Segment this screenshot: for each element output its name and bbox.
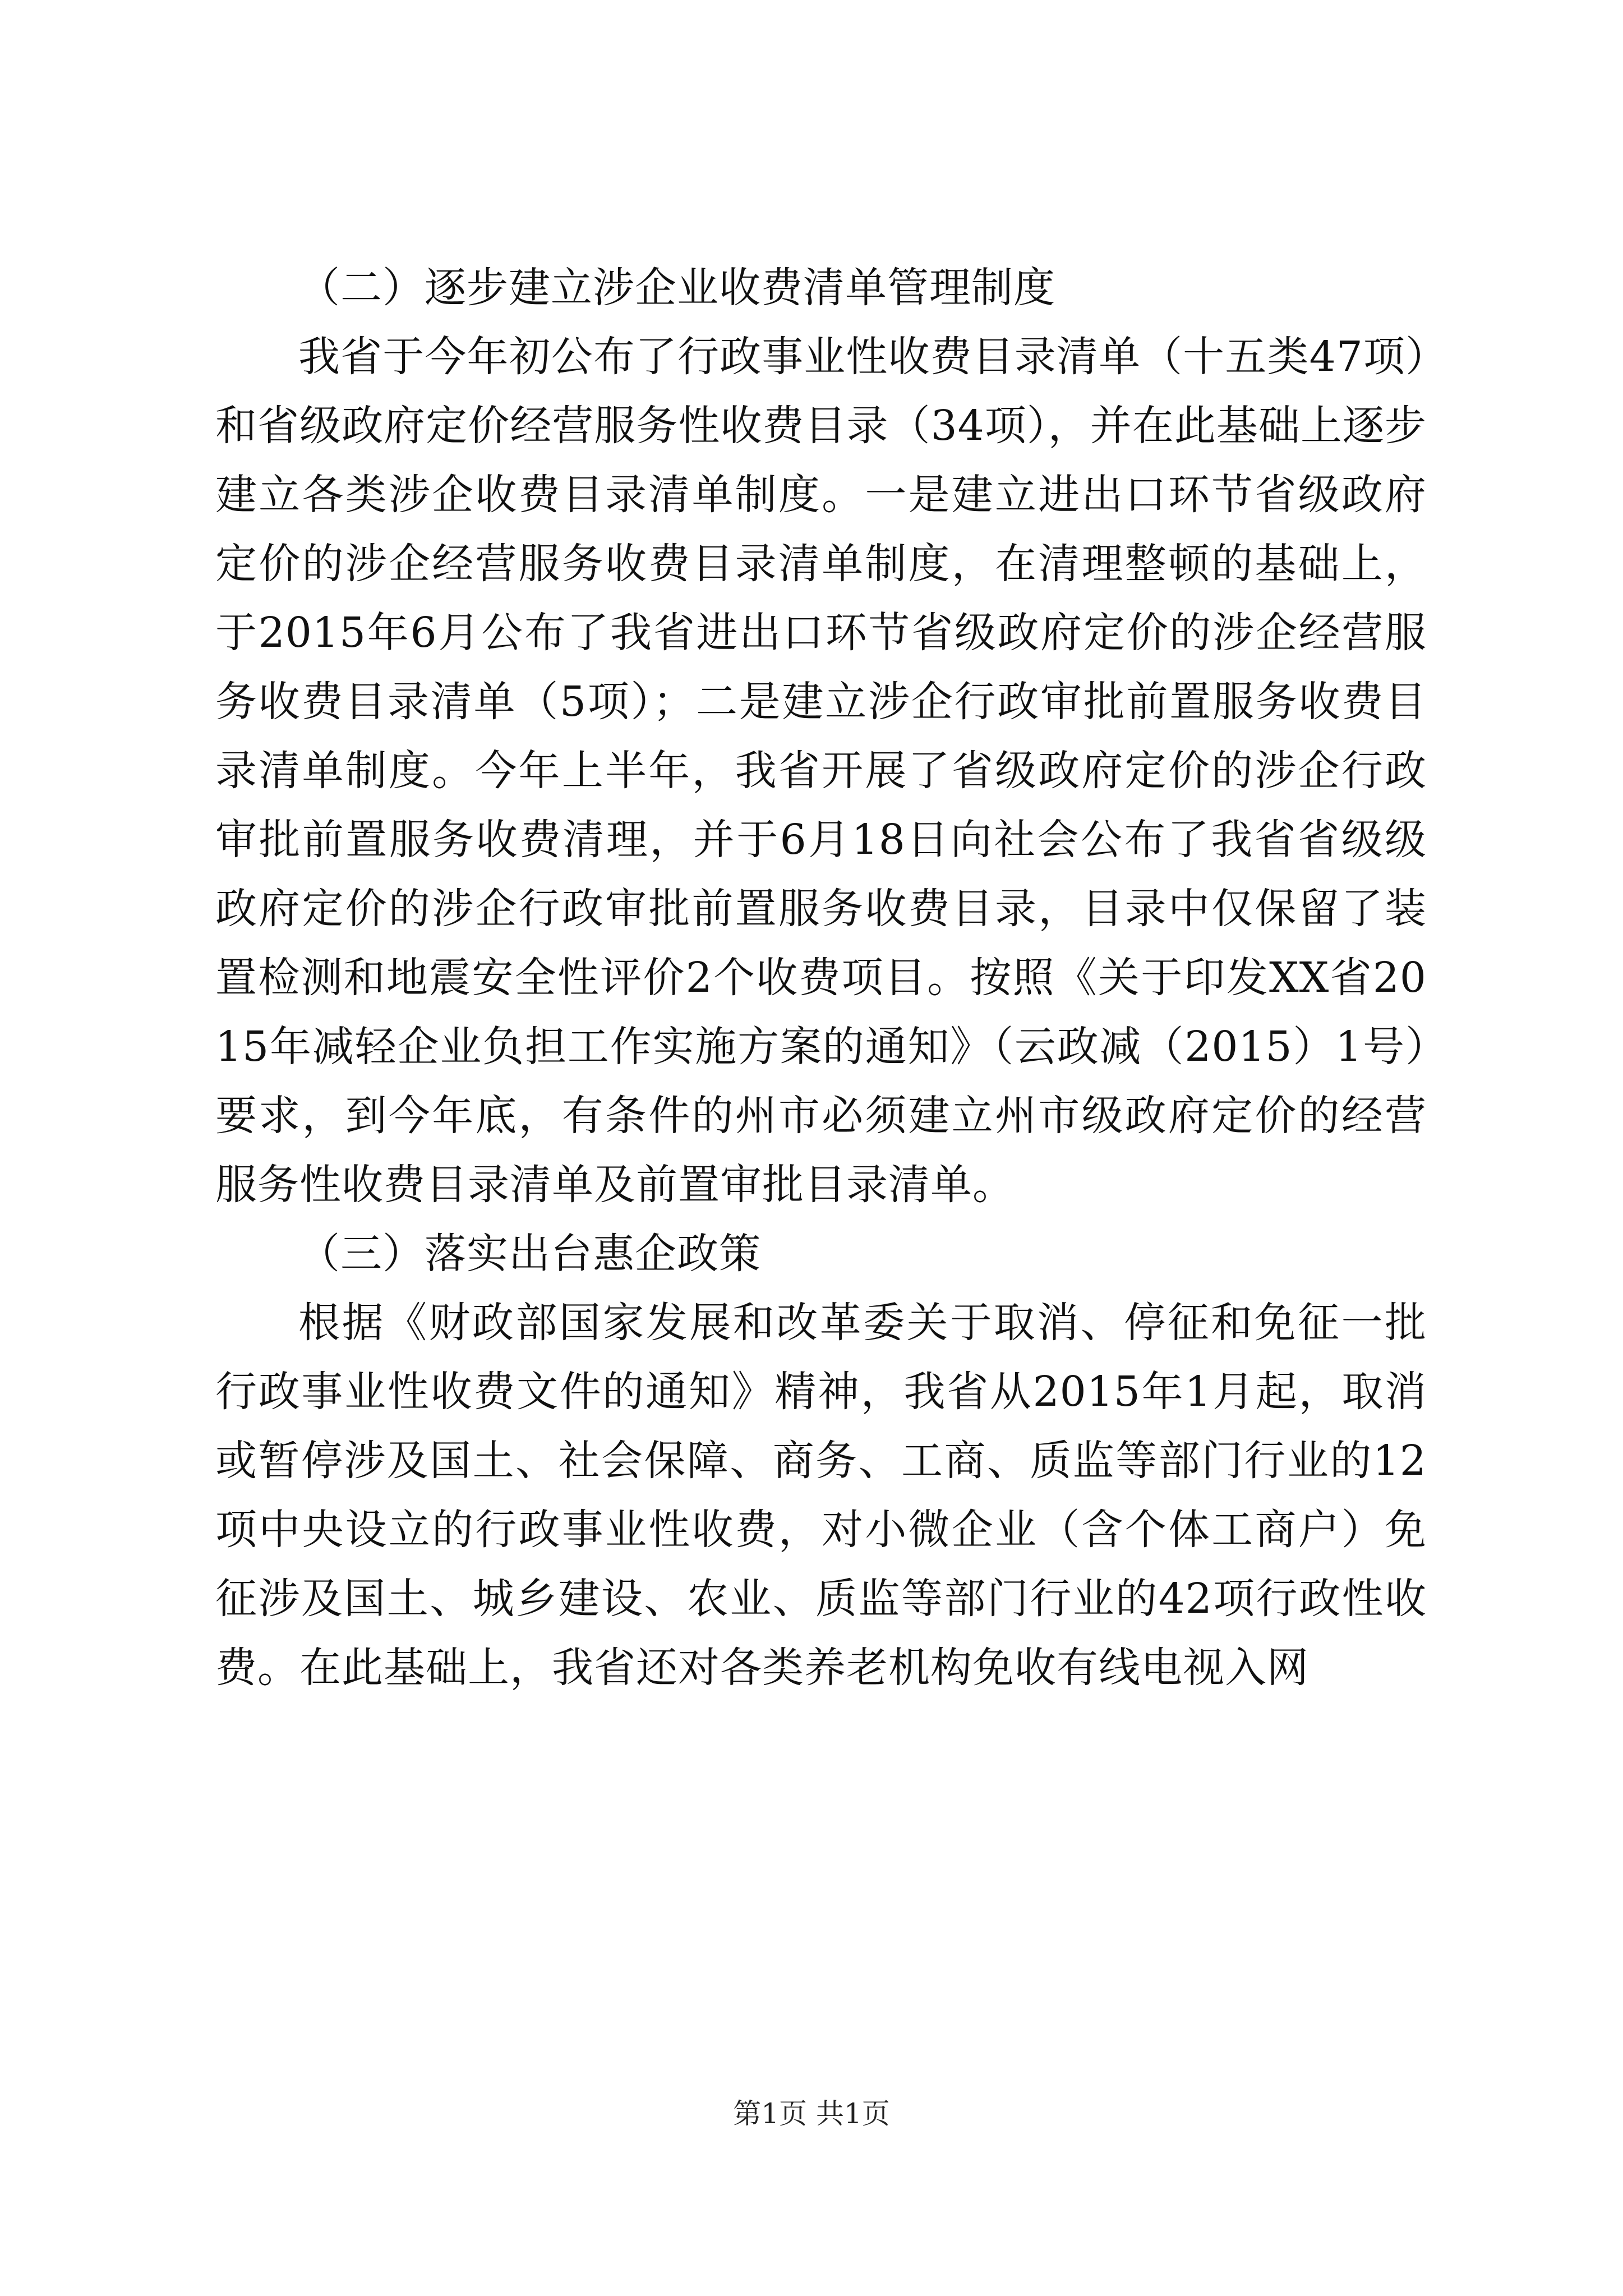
section-paragraph-2: 我省于今年初公布了行政事业性收费目录清单（十五类47项）和省级政府定价经营服务性收费目录（34项），并在此基础上逐步建立各类涉企收费目录清单制度。一是建立进出口环节省级政府定价的涉企经营服务收费目录清单制度，在清理整顿的基础上，于2015年6月公布了我省进出口环节省级政府定价的涉企经营服务收费目录清单（5项）；二是建立涉企行政审批前置服务收费目录清单制度。今年上半年，我省开展了省级政府定价的涉企行政审批前置服务收费清理，并于6月18日向社会公布了我省省级级政府定价的涉企行政审批前置服务收费目录，目录中仅保留了装置检测和地震安全性评价2个收费项目。按照《关于印发XX省2015年减轻企业负担工作实施方案的通知》（云政减（2015）1号）要求，到今年底，有条件的州市必须建立州市级政府定价的经营服务性收费目录清单及前置审批目录清单。 [215,333,1427,1209]
document-body [215,254,1427,1703]
section-heading-2: （二）逐步建立涉企业收费清单管理制度 [298,264,1055,312]
section-paragraph-3: 根据《财政部国家发展和改革委关于取消、停征和免征一批行政事业性收费文件的通知》精神，我省从2015年1月起，取消或暂停涉及国土、社会保障、商务、工商、质监等部门行业的12项中央设立的行政事业性收费，对小微企业（含个体工商户）免征涉及国土、城乡建设、农业、质监等部门行业的42项行政性收费。在此基础上，我省还对各类养老机构免收有线电视入网 [215,1299,1427,1692]
section-heading-3: （三）落实出台惠企政策 [298,1230,761,1278]
page-footer: 第1页 共1页 [733,2097,890,2130]
